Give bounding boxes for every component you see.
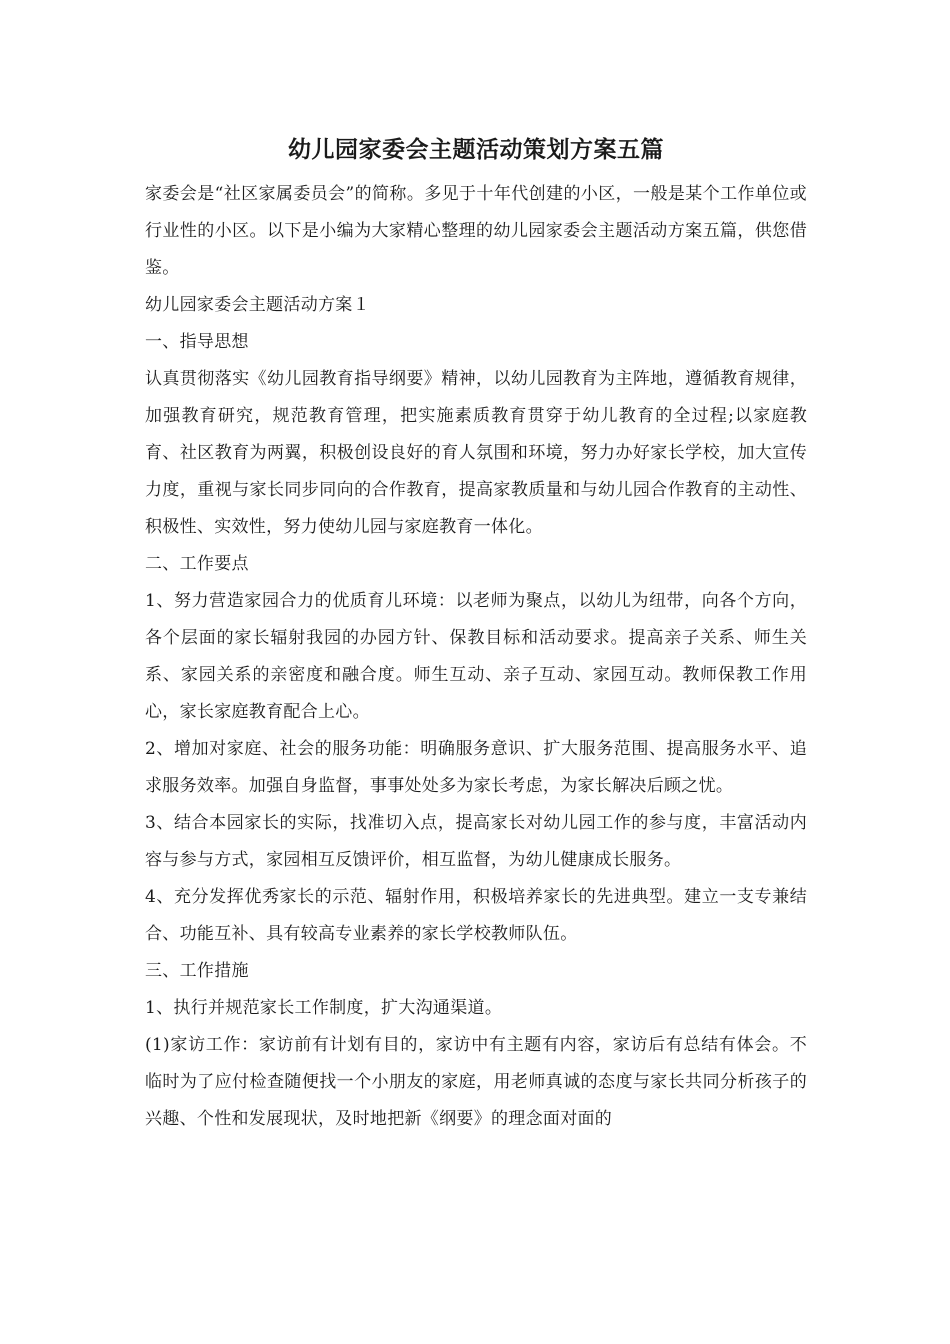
work-point-3: 3、结合本园家长的实际，找准切入点，提高家长对幼儿园工作的参与度，丰富活动内容与参与方式，家园相互反馈评价，相互监督，为幼儿健康成长服务。 (145, 813, 807, 870)
work-point-1: 1、努力营造家园合力的优质育儿环境：以老师为聚点，以幼儿为纽带，向各个方向，各个层面的家长辐射我园的办园方针、保教目标和活动要求。提高亲子关系、师生关系、家园关系的亲密度和融合度。师生互动、亲子互动、家园互动。教师保教工作用心，家长家庭教育配合上心。 (145, 591, 807, 722)
document-page (145, 128, 807, 1138)
section-heading-work-measures: 三、工作措施 (145, 961, 249, 981)
guiding-ideology-paragraph: 认真贯彻落实《幼儿园教育指导纲要》精神，以幼儿园教育为主阵地，遵循教育规律，加强教育研究，规范教育管理，把实施素质教育贯穿于幼儿教育的全过程;以家庭教育、社区教育为两翼，积极创设良好的育人氛围和环境，努力办好家长学校，加大宣传力度，重视与家长同步同向的合作教育，提高家教质量和与幼儿园合作教育的主动性、积极性、实效性，努力使幼儿园与家庭教育一体化。 (145, 369, 807, 537)
work-measure-1: 1、执行并规范家长工作制度，扩大沟通渠道。 (145, 998, 503, 1018)
document-body (145, 176, 807, 1138)
work-measure-1-home-visit: (1)家访工作：家访前有计划有目的，家访中有主题有内容，家访后有总结有体会。不临时为了应付检查随便找一个小朋友的家庭，用老师真诚的态度与家长共同分析孩子的兴趣、个性和发展现状，及时地把新《纲要》的理念面对面的 (145, 1035, 807, 1129)
work-point-4: 4、充分发挥优秀家长的示范、辐射作用，积极培养家长的先进典型。建立一支专兼结合、功能互补、具有较高专业素养的家长学校教师队伍。 (145, 887, 807, 944)
intro-paragraph: 家委会是“社区家属委员会”的简称。多见于十年代创建的小区，一般是某个工作单位或行业性的小区。以下是小编为大家精心整理的幼儿园家委会主题活动方案五篇，供您借鉴。 (145, 184, 807, 278)
plan-heading: 幼儿园家委会主题活动方案１ (145, 295, 370, 315)
work-point-2: 2、增加对家庭、社会的服务功能：明确服务意识、扩大服务范围、提高服务水平、追求服务效率。加强自身监督，事事处处多为家长考虑，为家长解决后顾之忧。 (145, 739, 807, 796)
document-title: 幼儿园家委会主题活动策划方案五篇 (288, 136, 664, 163)
section-heading-guiding-ideology: 一、指导思想 (145, 332, 249, 352)
section-heading-work-points: 二、工作要点 (145, 554, 249, 574)
